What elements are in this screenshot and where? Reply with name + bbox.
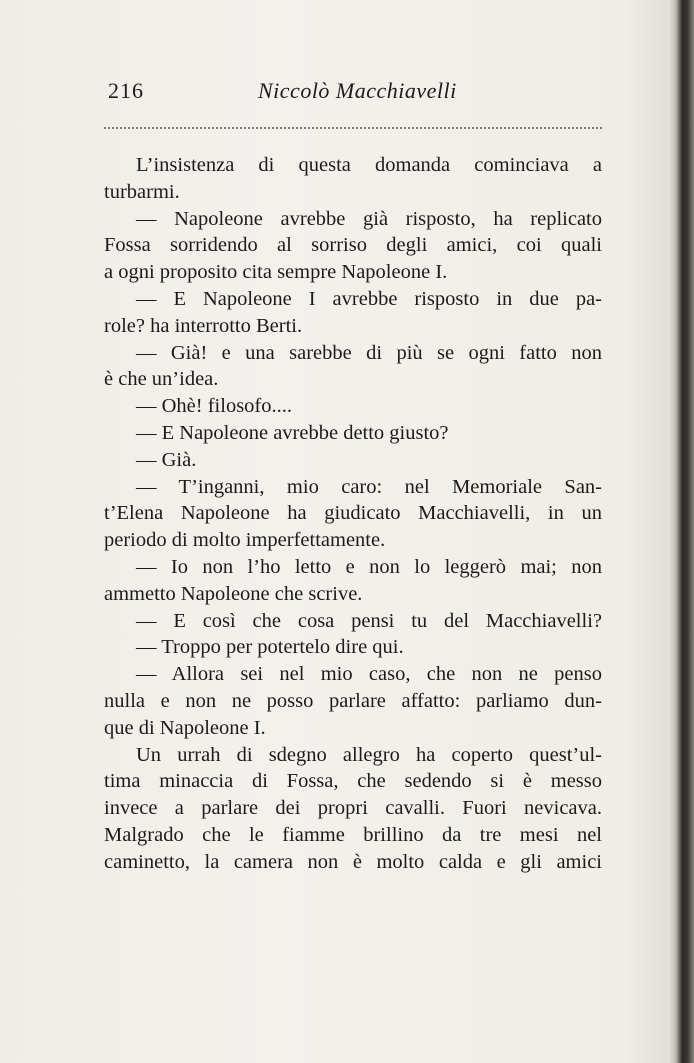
text-line: a ogni proposito cita sempre Napoleone I. bbox=[104, 261, 448, 284]
body-text bbox=[104, 152, 602, 876]
text-line: nulla e non ne posso parlare affatto: parliamo dun- bbox=[104, 689, 602, 712]
text-line: — Troppo per potertelo dire qui. bbox=[136, 636, 404, 659]
text-line: caminetto, la camera non è molto calda e gli amici bbox=[104, 850, 602, 873]
text-line: — E Napoleone I avrebbe risposto in due pa- bbox=[136, 287, 602, 310]
text-line: — Io non l’ho letto e non lo leggerò mai; non bbox=[136, 555, 602, 578]
text-line: — E così che cosa pensi tu del Macchiavelli? bbox=[136, 609, 602, 632]
text-line: — E Napoleone avrebbe detto giusto? bbox=[136, 421, 449, 444]
text-line: invece a parlare dei propri cavalli. Fuori nevicava. bbox=[104, 797, 602, 820]
text-line: Un urrah di sdegno allegro ha coperto quest’ul- bbox=[136, 743, 602, 766]
page-number: 216 bbox=[108, 78, 144, 103]
text-line: — Napoleone avrebbe già risposto, ha replicato bbox=[136, 207, 602, 230]
text-line: è che un’idea. bbox=[104, 368, 219, 391]
text-line: — Ohè! filosofo.... bbox=[136, 395, 293, 418]
text-line: — Già. bbox=[136, 448, 197, 471]
text-line: role? ha interrotto Berti. bbox=[104, 314, 303, 337]
text-line: — T’inganni, mio caro: nel Memoriale San- bbox=[136, 475, 602, 498]
text-line: tima minaccia di Fossa, che sedendo si è messo bbox=[104, 770, 602, 793]
text-line: — Allora sei nel mio caso, che non ne penso bbox=[136, 663, 602, 686]
text-line: — Già! e una sarebbe di più se ogni fatto non bbox=[136, 341, 602, 364]
text-line: turbarmi. bbox=[104, 180, 180, 203]
text-line: periodo di molto imperfettamente. bbox=[104, 529, 386, 552]
running-title: Niccolò Macchiavelli bbox=[258, 78, 457, 103]
text-line: Malgrado che le fiamme brillino da tre mesi nel bbox=[104, 823, 602, 846]
book-spine-shadow bbox=[668, 0, 694, 1063]
page-header bbox=[108, 78, 606, 114]
text-line: Fossa sorridendo al sorriso degli amici, coi quali bbox=[104, 234, 602, 257]
header-rule bbox=[104, 127, 602, 129]
text-line: L’insistenza di questa domanda cominciava a bbox=[136, 154, 602, 176]
text-line: ammetto Napoleone che scrive. bbox=[104, 582, 363, 605]
text-line: que di Napoleone I. bbox=[104, 716, 266, 739]
text-line: t’Elena Napoleone ha giudicato Macchiavelli, in un bbox=[104, 502, 602, 525]
